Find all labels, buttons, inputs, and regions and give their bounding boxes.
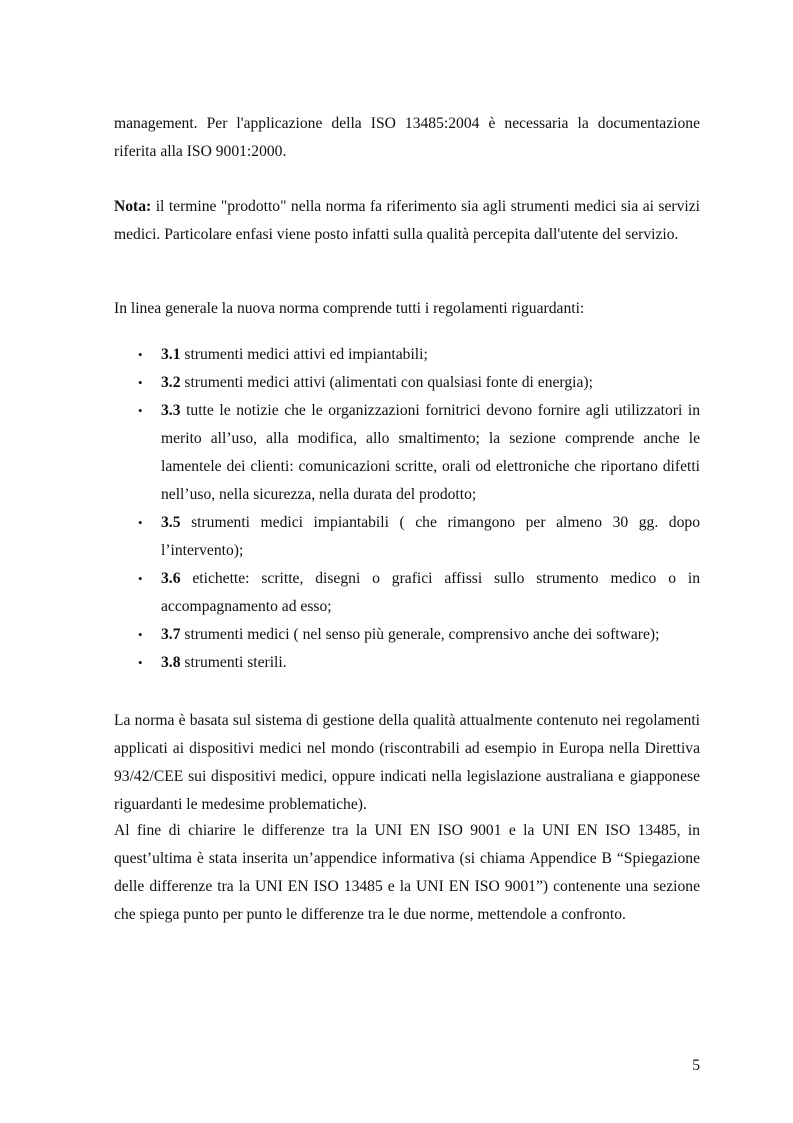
item-text: strumenti medici attivi (alimentati con qualsiasi fonte di energia); xyxy=(180,374,593,391)
bullet-icon: • xyxy=(138,655,143,670)
item-number: 3.5 xyxy=(161,514,181,531)
paragraph-differenze: Al fine di chiarire le differenze tra la UNI EN ISO 9001 e la UNI EN ISO 13485, in quest’ultima è stata inserita un’appendice informativa (si chiama Appendice B “Spiegazione delle differenze tra la UNI EN ISO 13485 e la UNI EN ISO 9001”) contenente una sezione che spiega punto per punto le differenze tra le due norme, mettendole a confronto. xyxy=(114,822,700,923)
bullet-icon: • xyxy=(138,627,143,642)
paragraph-norma: La norma è basata sul sistema di gestione della qualità attualmente contenuto nei regolamenti applicati ai dispositivi medici nel mondo (riscontrabili ad esempio in Europa nella Direttiva 93/42/CEE sui dispositivi medici, oppure indicati nella legislazione australiana e giapponese riguardanti le medesime problematiche). xyxy=(114,712,700,813)
item-number: 3.8 xyxy=(161,654,181,671)
bullet-icon: • xyxy=(138,403,143,418)
bullet-icon: • xyxy=(138,375,143,390)
list-item xyxy=(114,341,700,369)
item-number: 3.2 xyxy=(161,374,181,391)
paragraph-note xyxy=(114,193,700,249)
note-text: il termine "prodotto" nella norma fa riferimento sia agli strumenti medici sia ai servizi medici. Particolare enfasi viene posto infatti sulla qualità percepita dall'utente del servizio. xyxy=(114,198,700,243)
regulations-list xyxy=(114,341,700,677)
item-text: strumenti medici ( nel senso più generale, comprensivo anche dei software); xyxy=(180,626,660,643)
note-label: Nota: xyxy=(114,198,152,215)
paragraph-management: management. Per l'applicazione della ISO 13485:2004 è necessaria la documentazione riferita alla ISO 9001:2000. xyxy=(114,115,700,160)
item-number: 3.7 xyxy=(161,626,181,643)
paragraph-intro: In linea generale la nuova norma comprende tutti i regolamenti riguardanti: xyxy=(114,300,585,317)
list-item xyxy=(114,397,700,509)
list-item xyxy=(114,621,700,649)
item-text: tutte le notizie che le organizzazioni fornitrici devono fornire agli utilizzatori in merito all’uso, alla modifica, allo smaltimento; la sezione comprende anche le lamentele dei clienti: comunicazioni scritte, orali od elettroniche che riportano difetti nell’uso, nella sicurezza, nella durata del prodotto; xyxy=(161,402,700,503)
item-number: 3.6 xyxy=(161,570,181,587)
item-number: 3.1 xyxy=(161,346,181,363)
page-number: 5 xyxy=(692,1057,700,1074)
item-text: strumenti medici impiantabili ( che rimangono per almeno 30 gg. dopo l’intervento); xyxy=(161,514,700,559)
bullet-icon: • xyxy=(138,571,143,586)
list-item xyxy=(114,369,700,397)
list-item xyxy=(114,649,700,677)
bullet-icon: • xyxy=(138,347,143,362)
item-text: strumenti sterili. xyxy=(180,654,287,671)
bullet-icon: • xyxy=(138,515,143,530)
list-item xyxy=(114,565,700,621)
item-text: strumenti medici attivi ed impiantabili; xyxy=(180,346,428,363)
item-number: 3.3 xyxy=(161,402,181,419)
item-text: etichette: scritte, disegni o grafici affissi sullo strumento medico o in accompagnamento ad esso; xyxy=(161,570,700,615)
list-item xyxy=(114,509,700,565)
